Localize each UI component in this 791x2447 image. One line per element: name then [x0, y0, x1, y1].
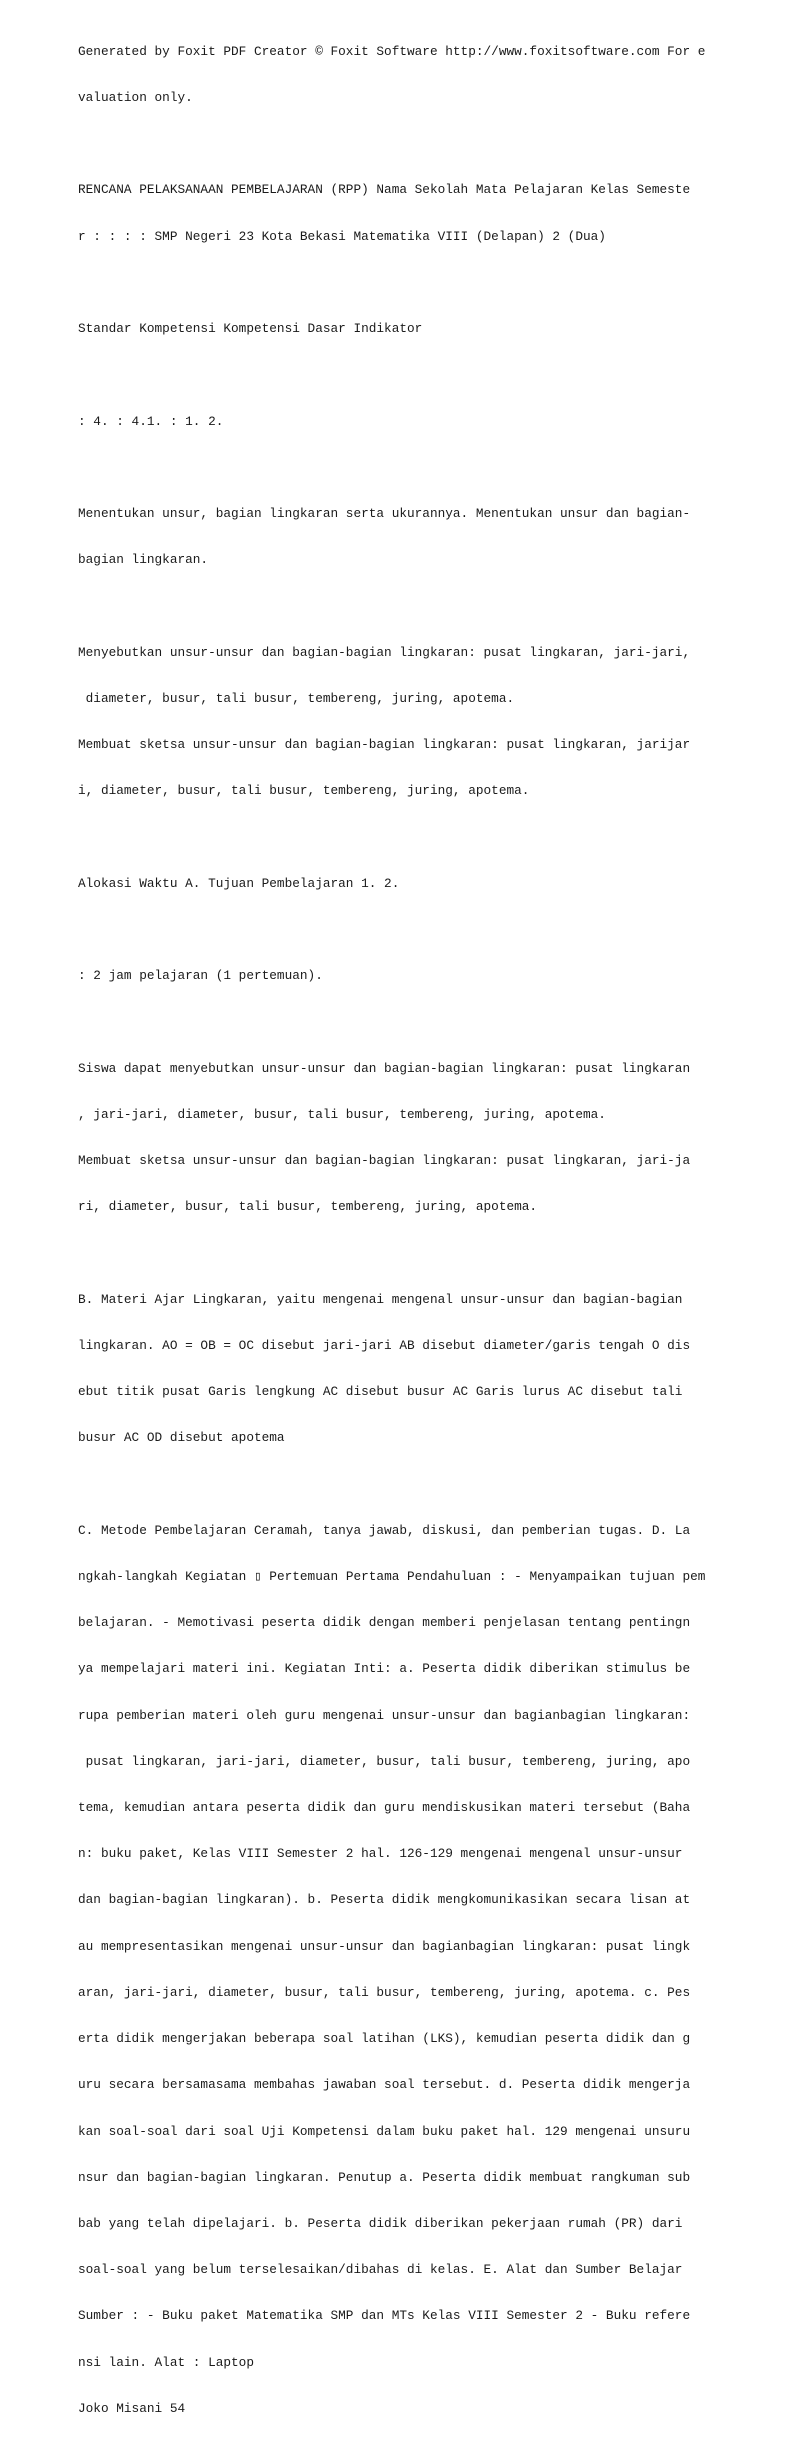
methods-and-activities — [78, 1492, 718, 2447]
document-page — [78, 13, 718, 2447]
text-line: uru secara bersamasama membahas jawaban soal tersebut. d. Peserta didik mengerja — [78, 2077, 691, 2093]
text-line: ya mempelajari materi ini. Kegiatan Inti: a. Peserta didik diberikan stimulus be — [78, 1661, 691, 1677]
text-line: : 2 jam pelajaran (1 pertemuan). — [78, 968, 323, 984]
competency-labels — [78, 290, 718, 367]
text-line: bab yang telah dipelajari. b. Peserta didik diberikan pekerjaan rumah (PR) dari — [78, 2215, 683, 2231]
text-line: ebut titik pusat Garis lengkung AC disebut busur AC Garis lurus AC disebut tali — [78, 1384, 683, 1400]
rpp-header — [78, 152, 718, 275]
time-allocation-value — [78, 937, 718, 1014]
text-line: dan bagian-bagian lingkaran). b. Peserta didik mengkomunikasikan secara lisan at — [78, 1892, 691, 1908]
text-line: ri, diameter, busur, tali busur, tembereng, juring, apotema. — [78, 1199, 538, 1215]
text-line: pusat lingkaran, jari-jari, diameter, busur, tali busur, tembereng, juring, apo — [78, 1753, 691, 1769]
text-line: n: buku paket, Kelas VIII Semester 2 hal. 126-129 mengenai mengenal unsur-unsur — [78, 1846, 683, 1862]
text-line: belajaran. - Memotivasi peserta didik dengan memberi penjelasan tentang pentingn — [78, 1615, 691, 1631]
learning-material — [78, 1261, 718, 1477]
text-line: lingkaran. AO = OB = OC disebut jari-jari AB disebut diameter/garis tengah O dis — [78, 1337, 691, 1353]
text-line: , jari-jari, diameter, busur, tali busur, tembereng, juring, apotema. — [78, 1106, 606, 1122]
text-line: nsur dan bagian-bagian lingkaran. Penutup a. Peserta didik membuat rangkuman sub — [78, 2169, 691, 2185]
text-line: C. Metode Pembelajaran Ceramah, tanya jawab, diskusi, dan pemberian tugas. D. La — [78, 1522, 691, 1538]
text-line: Siswa dapat menyebutkan unsur-unsur dan bagian-bagian lingkaran: pusat lingkaran — [78, 1060, 691, 1076]
text-line: Alokasi Waktu A. Tujuan Pembelajaran 1. 2. — [78, 875, 400, 891]
text-line: i, diameter, busur, tali busur, tembereng, juring, apotema. — [78, 783, 530, 799]
text-line: Sumber : - Buku paket Matematika SMP dan MTs Kelas VIII Semester 2 - Buku refere — [78, 2308, 691, 2324]
text-line: valuation only. — [78, 90, 193, 106]
competency-numbers — [78, 383, 718, 460]
text-line: erta didik mengerjakan beberapa soal latihan (LKS), kemudian peserta didik dan g — [78, 2031, 691, 2047]
time-allocation-labels — [78, 845, 718, 922]
author-footer: Joko Misani 54 — [78, 2400, 186, 2416]
text-line: aran, jari-jari, diameter, busur, tali busur, tembereng, juring, apotema. c. Pes — [78, 1984, 691, 2000]
text-line: Generated by Foxit PDF Creator © Foxit Software http://www.foxitsoftware.com For e — [78, 43, 706, 59]
foxit-watermark-notice — [78, 13, 718, 136]
text-line: au mempresentasikan mengenai unsur-unsur dan bagianbagian lingkaran: pusat lingk — [78, 1938, 691, 1954]
text-line: ngkah-langkah Kegiatan ▯ Pertemuan Pertama Pendahuluan : - Menyampaikan tujuan pem — [78, 1568, 706, 1584]
text-line: diameter, busur, tali busur, tembereng, juring, apotema. — [78, 690, 515, 706]
text-line: tema, kemudian antara peserta didik dan guru mendiskusikan materi tersebut (Baha — [78, 1799, 691, 1815]
text-line: bagian lingkaran. — [78, 552, 209, 568]
learning-objectives — [78, 1030, 718, 1246]
text-line: Menyebutkan unsur-unsur dan bagian-bagian lingkaran: pusat lingkaran, jari-jari, — [78, 644, 691, 660]
text-line: busur AC OD disebut apotema — [78, 1430, 285, 1446]
text-line: Menentukan unsur, bagian lingkaran serta ukurannya. Menentukan unsur dan bagian- — [78, 505, 691, 521]
text-line: soal-soal yang belum terselesaikan/dibahas di kelas. E. Alat dan Sumber Belajar — [78, 2262, 683, 2278]
text-line: nsi lain. Alat : Laptop — [78, 2354, 254, 2370]
text-line: rupa pemberian materi oleh guru mengenai unsur-unsur dan bagianbagian lingkaran: — [78, 1707, 691, 1723]
text-line: : 4. : 4.1. : 1. 2. — [78, 413, 224, 429]
indicators — [78, 614, 718, 830]
text-line: Membuat sketsa unsur-unsur dan bagian-bagian lingkaran: pusat lingkaran, jari-ja — [78, 1152, 691, 1168]
text-line: Standar Kompetensi Kompetensi Dasar Indikator — [78, 321, 423, 337]
text-line: kan soal-soal dari soal Uji Kompetensi dalam buku paket hal. 129 mengenai unsuru — [78, 2123, 691, 2139]
text-line: Membuat sketsa unsur-unsur dan bagian-bagian lingkaran: pusat lingkaran, jarijar — [78, 737, 691, 753]
competency-description — [78, 475, 718, 598]
text-line: RENCANA PELAKSANAAN PEMBELAJARAN (RPP) Nama Sekolah Mata Pelajaran Kelas Semeste — [78, 182, 691, 198]
text-line: B. Materi Ajar Lingkaran, yaitu mengenai mengenal unsur-unsur dan bagian-bagian — [78, 1291, 683, 1307]
text-line: r : : : : SMP Negeri 23 Kota Bekasi Matematika VIII (Delapan) 2 (Dua) — [78, 228, 606, 244]
